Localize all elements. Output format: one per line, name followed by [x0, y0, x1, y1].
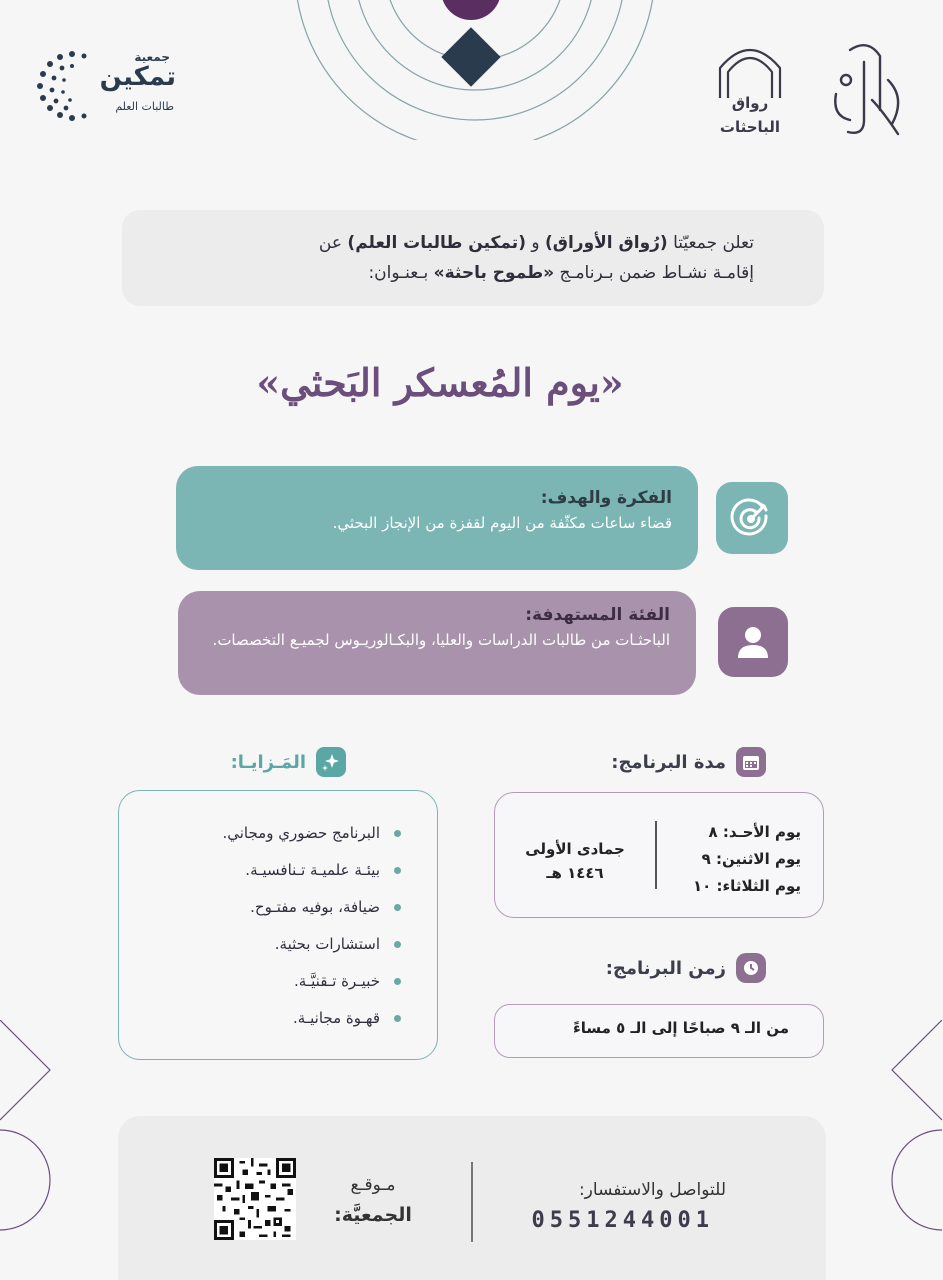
- website-label-line-1: مـوقـع: [350, 1175, 396, 1195]
- intro-text: تعلن جمعيّتا: [667, 233, 754, 253]
- intro-org-riwaq: (رُواق الأوراق): [545, 233, 668, 253]
- goal-heading: الفكرة والهدف:: [540, 488, 672, 508]
- divider: [655, 821, 657, 889]
- list-item: [119, 852, 401, 889]
- svg-text:الباحثات: الباحثات: [719, 118, 781, 136]
- list-item: [119, 1000, 401, 1037]
- decorative-side-shape-right: [880, 1020, 943, 1280]
- bullet-icon: [394, 867, 401, 874]
- target-text: الباحثـات من طالبات الدراسات والعليا، والبكـالوريـوس لجميـع التخصصات.: [212, 631, 670, 649]
- bullet-icon: [394, 978, 401, 985]
- features-box: [118, 790, 438, 1060]
- awraq-logo: [828, 40, 908, 144]
- features-list: [119, 815, 401, 1037]
- features-header: [196, 744, 346, 780]
- duration-day: يوم الاثنين: ٩: [701, 850, 801, 868]
- dots-icon: [36, 48, 106, 128]
- tamkeen-logo-sub: طالبات العلم: [115, 100, 174, 113]
- contact-phone[interactable]: 0551244001: [531, 1208, 714, 1233]
- calendar-icon: [736, 747, 766, 777]
- tamkeen-logo: [36, 48, 176, 128]
- duration-month: جمادى الأولى: [525, 840, 625, 858]
- sparkle-icon: [316, 747, 346, 777]
- decorative-side-shape-left: [0, 1020, 60, 1280]
- divider: [471, 1162, 473, 1242]
- features-heading: المَـزايـا:: [230, 751, 306, 773]
- website-label: [318, 1170, 428, 1231]
- goal-card: [176, 466, 698, 570]
- bullet-icon: [394, 1015, 401, 1022]
- feature-text: استشارات بحثية.: [274, 935, 380, 953]
- intro-program-name: «طموح باحثة»: [433, 263, 555, 283]
- bullet-icon: [394, 941, 401, 948]
- goal-text: قضاء ساعات مكثّفة من اليوم لقفزة من الإنجاز البحثي.: [332, 514, 672, 532]
- target-heading: الفئة المستهدفة:: [525, 605, 670, 625]
- feature-text: ضيافة، بوفيه مفتـوح.: [250, 898, 380, 916]
- duration-heading: مدة البرنامج:: [611, 751, 726, 773]
- list-item: [119, 889, 401, 926]
- feature-text: خبيـرة تـقنيَّـة.: [293, 972, 380, 990]
- time-header: [576, 950, 766, 986]
- riwaq-logo: [714, 38, 786, 138]
- intro-line-2: [152, 258, 754, 288]
- user-icon: [718, 607, 788, 677]
- decorative-arcs: [280, 0, 670, 140]
- contact-label: للتواصل والاستفسار:: [578, 1180, 726, 1200]
- bullet-icon: [394, 904, 401, 911]
- duration-year: ١٤٤٦ هـ: [546, 864, 604, 882]
- tamkeen-logo-main: تمكين: [99, 62, 176, 92]
- intro-text: و: [525, 233, 545, 253]
- feature-text: بيئـة علميـة تـنافسيـة.: [245, 861, 380, 879]
- clock-icon: [736, 953, 766, 983]
- duration-day: يوم الثلاثاء: ١٠: [692, 877, 801, 895]
- event-title: «يوم المُعسكر البَحثي»: [256, 360, 624, 405]
- website-label-line-2: الجمعيَّة:: [334, 1204, 412, 1226]
- intro-text: بـعنـوان:: [368, 263, 434, 283]
- intro-text: إقامـة نشـاط ضمن بـرنامـج: [554, 263, 754, 283]
- list-item: [119, 815, 401, 852]
- feature-text: قهـوة مجانيـة.: [292, 1009, 380, 1027]
- duration-day: يوم الأحـد: ٨: [708, 823, 801, 841]
- duration-month-year: [505, 837, 645, 885]
- target-audience-card: [178, 591, 696, 695]
- bullet-icon: [394, 830, 401, 837]
- feature-text: البرنامج حضوري ومجاني.: [222, 824, 380, 842]
- time-heading: زمن البرنامج:: [605, 957, 726, 979]
- duration-box: [494, 792, 824, 918]
- svg-text:رواق: رواق: [731, 94, 769, 112]
- list-item: [119, 963, 401, 1000]
- time-box: من الـ ٩ صباحًا إلى الـ ٥ مساءً: [494, 1004, 824, 1058]
- contact-footer: [118, 1116, 826, 1280]
- intro-org-tamkeen: (تمكين طالبات العلم): [347, 233, 526, 253]
- intro-line-1: [152, 228, 754, 258]
- qr-code-icon[interactable]: [214, 1158, 296, 1240]
- duration-header: [560, 744, 766, 780]
- intro-text: عن: [318, 233, 348, 253]
- target-goal-icon: [716, 482, 788, 554]
- duration-days: [693, 819, 801, 900]
- intro-announcement: [122, 210, 824, 306]
- list-item: [119, 926, 401, 963]
- tamkeen-logo-top: جمعية: [134, 50, 170, 64]
